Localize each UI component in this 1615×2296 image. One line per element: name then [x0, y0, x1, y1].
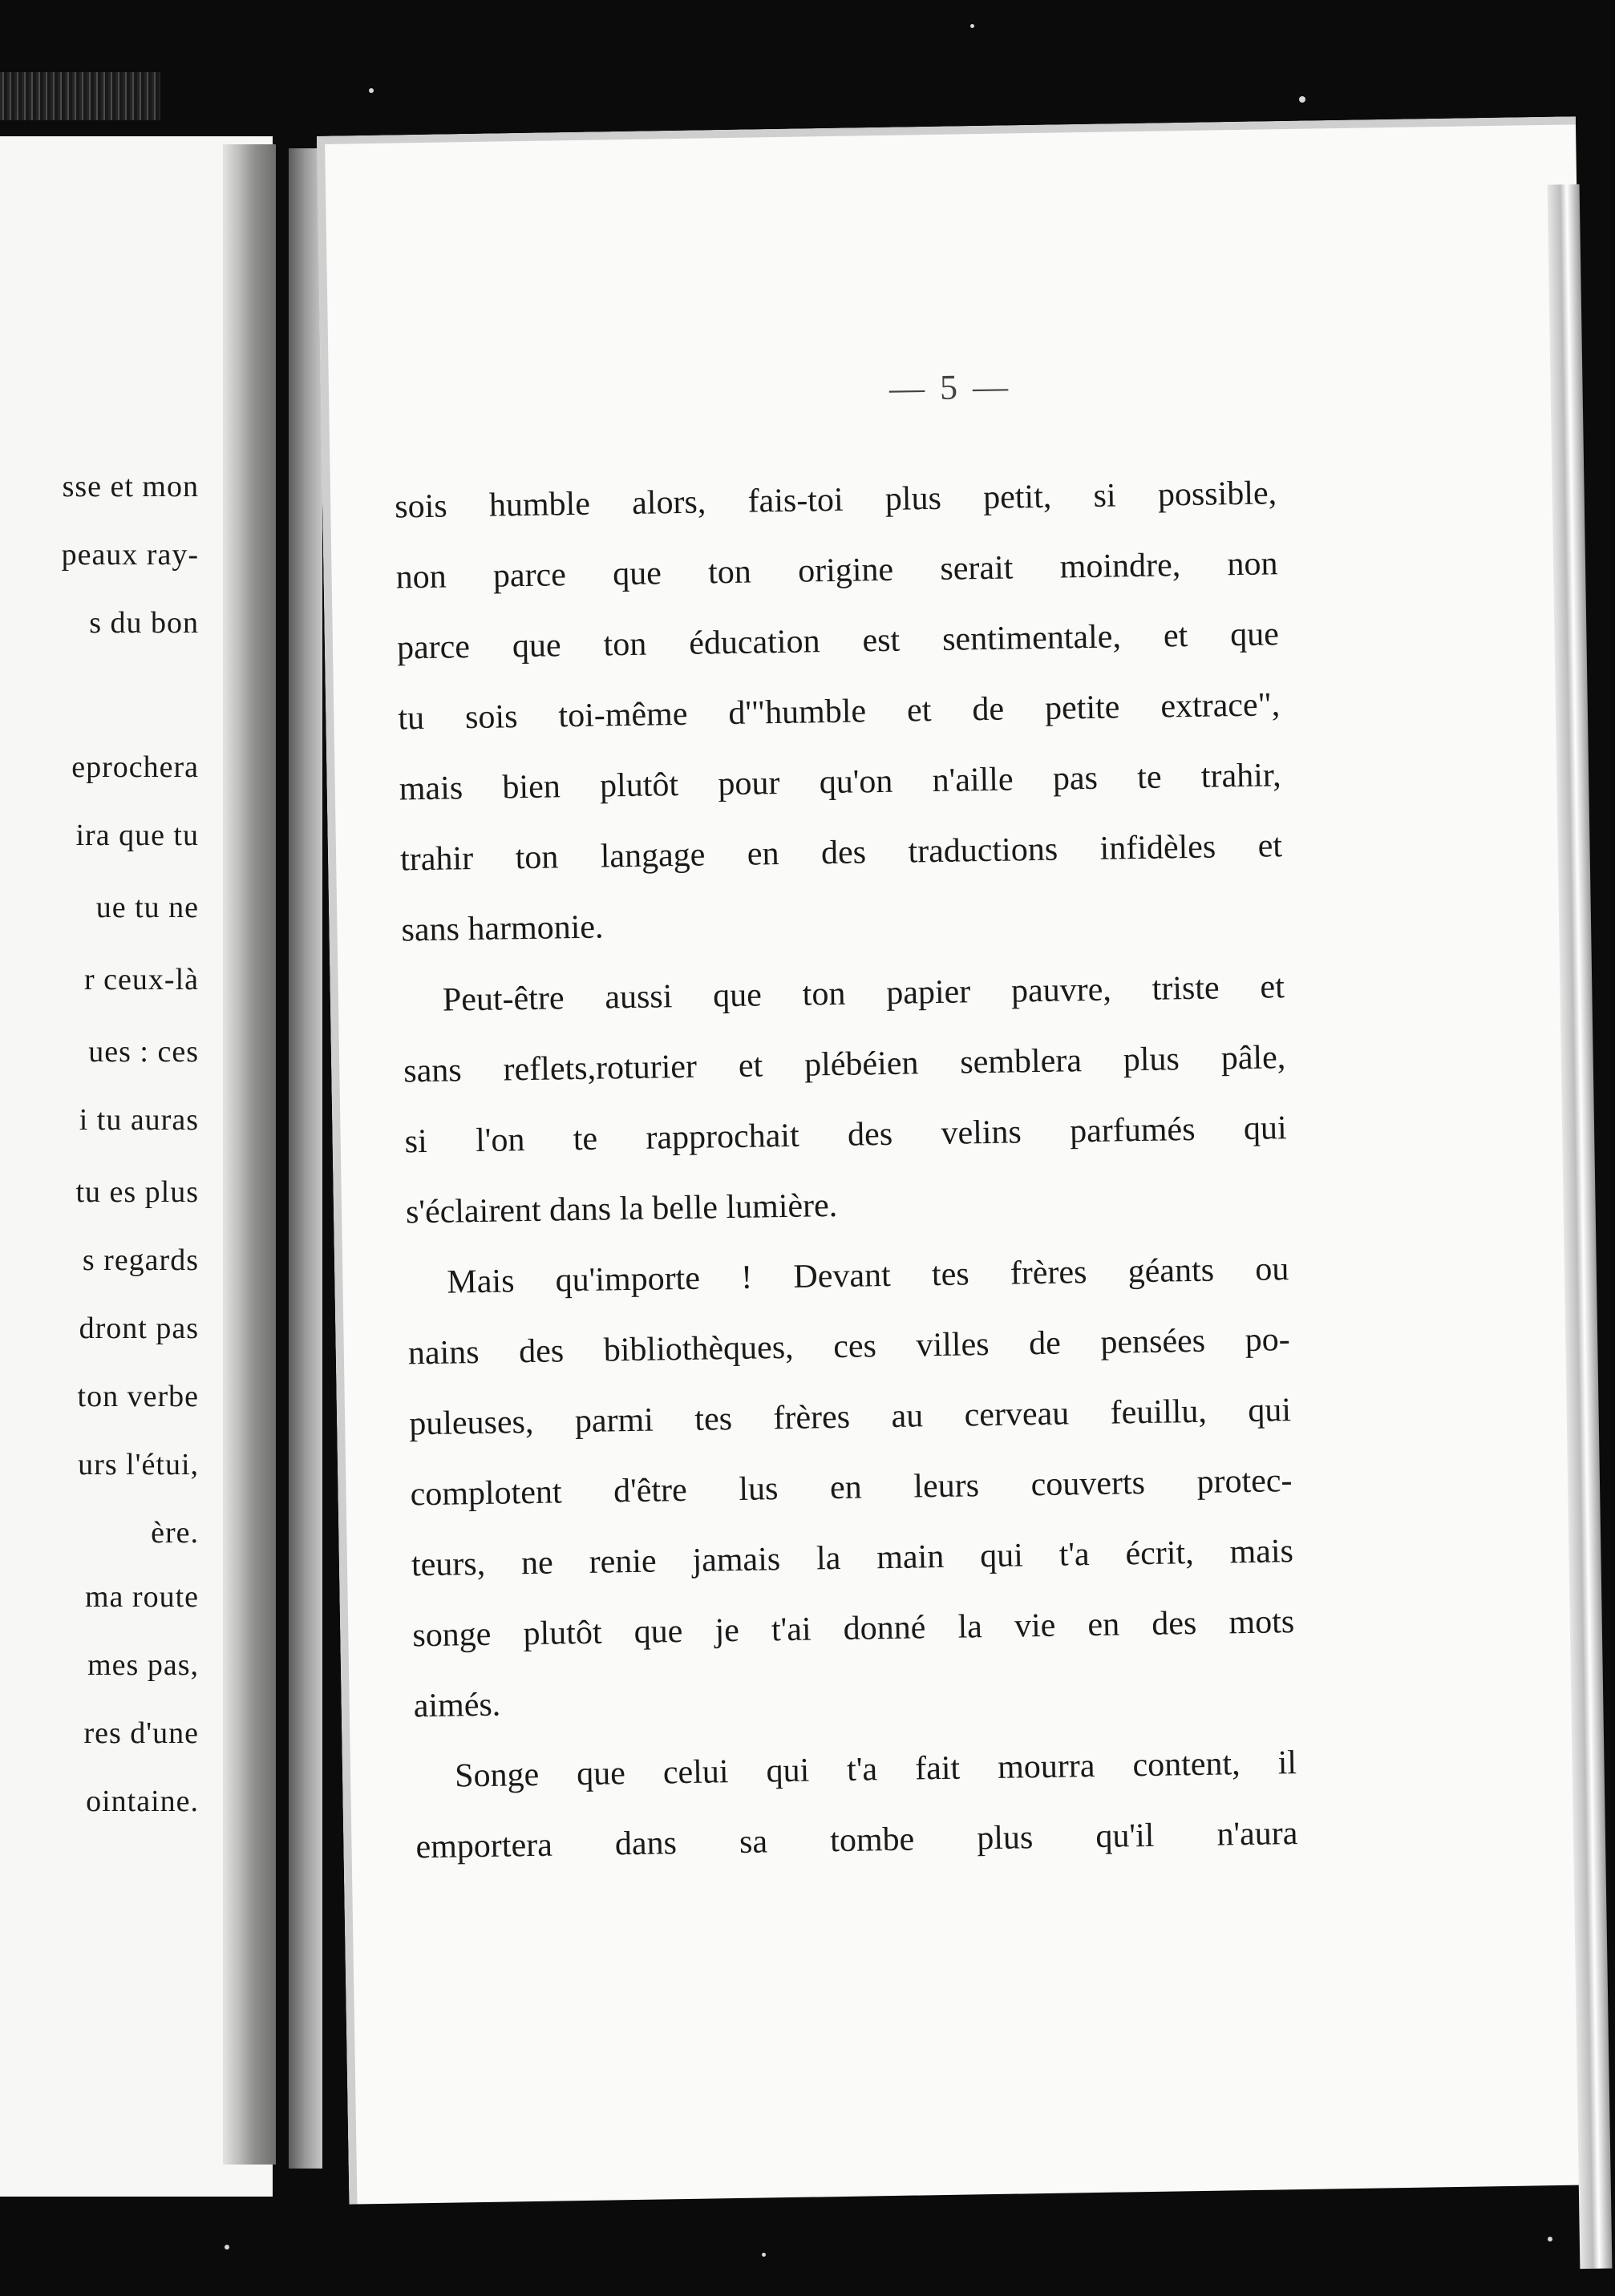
word: que: [512, 627, 561, 665]
word: plus: [1123, 1041, 1180, 1079]
dust-speck: [1548, 2237, 1552, 2241]
word: n'aura: [1216, 1815, 1298, 1853]
word: Peut-être: [442, 980, 565, 1019]
text-line: [415, 1798, 1298, 1882]
dust-speck: [1299, 96, 1305, 103]
word: pauvre,: [1010, 971, 1112, 1010]
word: langage: [600, 836, 706, 875]
word: serait: [940, 549, 1014, 588]
text-line: [395, 528, 1278, 612]
word: traductions: [908, 831, 1058, 871]
word: fait: [914, 1749, 961, 1788]
left-text-line: ira que tu: [75, 819, 199, 852]
word: fais-toi: [747, 481, 844, 520]
word: sois: [464, 698, 518, 737]
word: frères: [1010, 1254, 1087, 1292]
word: infidèles: [1099, 828, 1216, 867]
word: qui: [766, 1752, 810, 1790]
word: petit,: [982, 478, 1052, 516]
word: non: [395, 558, 447, 596]
word: trahir: [399, 840, 474, 879]
word: pas: [1052, 759, 1099, 798]
text-line: [395, 458, 1277, 542]
left-text-line: urs l'étui,: [78, 1448, 199, 1481]
word: alors,: [631, 483, 706, 522]
word: cerveau: [964, 1395, 1070, 1434]
word: et: [906, 692, 932, 730]
word: parmi: [574, 1401, 654, 1441]
word: au: [891, 1397, 924, 1435]
book-spine: [289, 148, 322, 2169]
word: que: [1229, 616, 1280, 654]
word: et: [1163, 617, 1188, 655]
text-line: [398, 669, 1281, 754]
left-text-line: mes pas,: [87, 1648, 199, 1682]
word: plébéien: [803, 1045, 919, 1084]
word: papier: [885, 973, 971, 1012]
word: parce: [492, 556, 567, 595]
text-line: [399, 740, 1281, 824]
word: reflets,roturier: [503, 1048, 698, 1089]
word: content,: [1132, 1745, 1241, 1785]
word: des: [847, 1115, 893, 1154]
word: parce: [396, 629, 471, 667]
word: la: [957, 1608, 983, 1646]
word: dans: [614, 1825, 678, 1863]
film-grain-strip: [0, 72, 160, 120]
word: po-: [1245, 1321, 1291, 1359]
left-text-line: ma route: [84, 1580, 199, 1614]
text-line-content: s'éclairent dans la belle lumière.: [405, 1186, 838, 1231]
word: Songe: [454, 1756, 540, 1795]
word: qui: [1247, 1392, 1292, 1429]
word: aussi: [605, 978, 673, 1017]
word: triste: [1152, 969, 1220, 1008]
text-line: [407, 1234, 1289, 1318]
word: vie: [1014, 1607, 1056, 1645]
word: ton: [603, 625, 647, 664]
word: des: [518, 1332, 565, 1371]
word: mourra: [997, 1748, 1095, 1786]
word: nains: [407, 1334, 480, 1372]
word: de: [972, 690, 1005, 729]
word: t'a: [846, 1751, 878, 1789]
word: Mais: [447, 1263, 515, 1301]
text-line-content: aimés.: [413, 1686, 501, 1725]
left-text-line: s du bon: [89, 606, 199, 640]
word: si: [1093, 477, 1116, 515]
word: songe: [412, 1615, 492, 1655]
dust-speck: [970, 24, 974, 28]
text-line: [414, 1728, 1297, 1812]
right-page: [317, 116, 1608, 2204]
word: si: [404, 1122, 428, 1161]
word: des: [820, 834, 867, 872]
word: tombe: [829, 1821, 915, 1860]
left-text-line: peaux ray-: [61, 538, 199, 572]
word: trahir,: [1200, 757, 1281, 795]
word: possible,: [1157, 475, 1277, 514]
left-text-line: ues : ces: [88, 1035, 199, 1069]
word: frères: [773, 1398, 851, 1437]
word: sois: [394, 487, 447, 526]
text-line: [401, 881, 1284, 965]
word: mais: [399, 770, 463, 808]
word: parfumés: [1069, 1110, 1196, 1150]
word: rapprochait: [646, 1117, 800, 1157]
word: mots: [1228, 1603, 1295, 1642]
text-line: [411, 1516, 1293, 1600]
word: je: [714, 1611, 740, 1650]
word: te: [1136, 758, 1162, 797]
word: que: [712, 976, 763, 1015]
text-line: [404, 1093, 1287, 1177]
text-line: [409, 1375, 1292, 1459]
word: ou: [1254, 1251, 1289, 1288]
word: !: [740, 1259, 753, 1296]
word: qui: [979, 1537, 1024, 1575]
word: qu'importe: [555, 1259, 701, 1300]
word: extrace",: [1160, 686, 1281, 726]
word: lus: [739, 1470, 779, 1508]
word: celui: [662, 1753, 729, 1792]
word: pensées: [1100, 1322, 1206, 1361]
word: tu: [398, 699, 425, 738]
left-page-gutter: [223, 144, 276, 2165]
word: pâle,: [1220, 1039, 1286, 1077]
word: emportera: [415, 1826, 553, 1866]
word: et: [1257, 827, 1283, 865]
word: que: [576, 1755, 626, 1793]
word: d'être: [613, 1471, 688, 1510]
word: en: [829, 1469, 863, 1507]
word: n'aille: [932, 761, 1014, 800]
left-text-line: ointaine.: [86, 1785, 199, 1818]
left-text-line: dront pas: [79, 1312, 199, 1345]
word: en: [747, 835, 779, 873]
word: qu'on: [819, 762, 893, 802]
text-line: [410, 1445, 1293, 1530]
word: l'on: [475, 1122, 525, 1160]
word: en: [1087, 1606, 1120, 1644]
word: velins: [941, 1114, 1022, 1152]
page-number: — 5 —: [888, 366, 1012, 408]
word: petite: [1044, 689, 1120, 727]
text-line: [413, 1657, 1296, 1741]
word: qui: [1243, 1110, 1287, 1147]
text-line-content: sans harmonie.: [401, 908, 604, 949]
word: toi-même: [558, 695, 688, 735]
word: tes: [931, 1255, 969, 1294]
text-line: [399, 810, 1282, 895]
word: ne: [520, 1544, 554, 1583]
left-text-line: ton verbe: [77, 1380, 199, 1413]
word: villes: [916, 1326, 990, 1364]
word: que: [633, 1613, 683, 1651]
word: mais: [1229, 1533, 1294, 1571]
word: Devant: [793, 1256, 892, 1296]
word: plus: [884, 479, 942, 518]
word: te: [573, 1120, 598, 1158]
word: sa: [739, 1823, 768, 1861]
word: pour: [718, 765, 780, 803]
word: plutôt: [599, 766, 679, 805]
word: ton: [515, 839, 559, 877]
dust-speck: [225, 2245, 229, 2250]
word: des: [1151, 1604, 1197, 1643]
dust-speck: [369, 88, 374, 93]
word: origine: [797, 551, 894, 590]
word: non: [1227, 545, 1278, 584]
word: renie: [589, 1542, 657, 1581]
word: géants: [1127, 1251, 1215, 1291]
word: et: [738, 1047, 763, 1085]
word: teurs,: [411, 1545, 486, 1584]
word: feuillu,: [1110, 1393, 1208, 1432]
word: plus: [976, 1819, 1034, 1857]
text-line: [405, 1163, 1288, 1247]
word: sentimentale,: [941, 618, 1122, 658]
text-line: [396, 599, 1279, 683]
word: la: [816, 1539, 841, 1578]
word: jamais: [692, 1541, 781, 1579]
word: t'a: [1058, 1536, 1090, 1574]
left-text-line: tu es plus: [75, 1175, 199, 1209]
word: et: [1260, 968, 1285, 1006]
left-text-line: r ceux-là: [84, 963, 199, 996]
right-page-text: [395, 458, 1299, 1882]
word: t'ai: [771, 1611, 812, 1649]
dust-speck: [762, 2253, 766, 2257]
word: de: [1028, 1324, 1062, 1363]
left-text-line: s regards: [82, 1243, 199, 1277]
word: protec-: [1196, 1462, 1293, 1501]
word: puleuses,: [408, 1403, 534, 1443]
word: ton: [707, 553, 752, 592]
word: complotent: [410, 1473, 562, 1514]
left-text-line: ère.: [151, 1516, 199, 1550]
word: il: [1277, 1744, 1297, 1782]
left-text-line: eprochera: [71, 750, 199, 784]
word: moindre,: [1059, 547, 1181, 586]
word: bibliothèques,: [603, 1328, 794, 1369]
left-text-line: ue tu ne: [95, 891, 199, 924]
word: écrit,: [1125, 1534, 1195, 1573]
left-text-line: i tu auras: [79, 1103, 199, 1137]
word: tes: [694, 1401, 733, 1438]
word: couverts: [1030, 1464, 1146, 1504]
word: éducation: [688, 623, 820, 662]
word: bien: [502, 768, 561, 806]
word: ton: [802, 975, 846, 1013]
left-text-line: res d'une: [83, 1716, 199, 1750]
word: est: [862, 621, 901, 660]
text-line: [403, 1022, 1286, 1106]
word: leurs: [913, 1467, 980, 1506]
word: qu'il: [1095, 1817, 1155, 1855]
word: main: [876, 1538, 945, 1577]
word: semblera: [959, 1042, 1083, 1081]
text-line: [407, 1304, 1290, 1389]
word: plutôt: [523, 1614, 602, 1653]
word: sans: [403, 1052, 463, 1090]
word: donné: [843, 1609, 926, 1647]
word: que: [612, 555, 662, 593]
word: d'"humble: [728, 693, 867, 733]
text-line: [412, 1587, 1295, 1671]
text-line: [402, 952, 1285, 1036]
word: humble: [488, 485, 591, 524]
left-text-line: sse et mon: [62, 470, 199, 503]
word: ces: [832, 1328, 877, 1366]
